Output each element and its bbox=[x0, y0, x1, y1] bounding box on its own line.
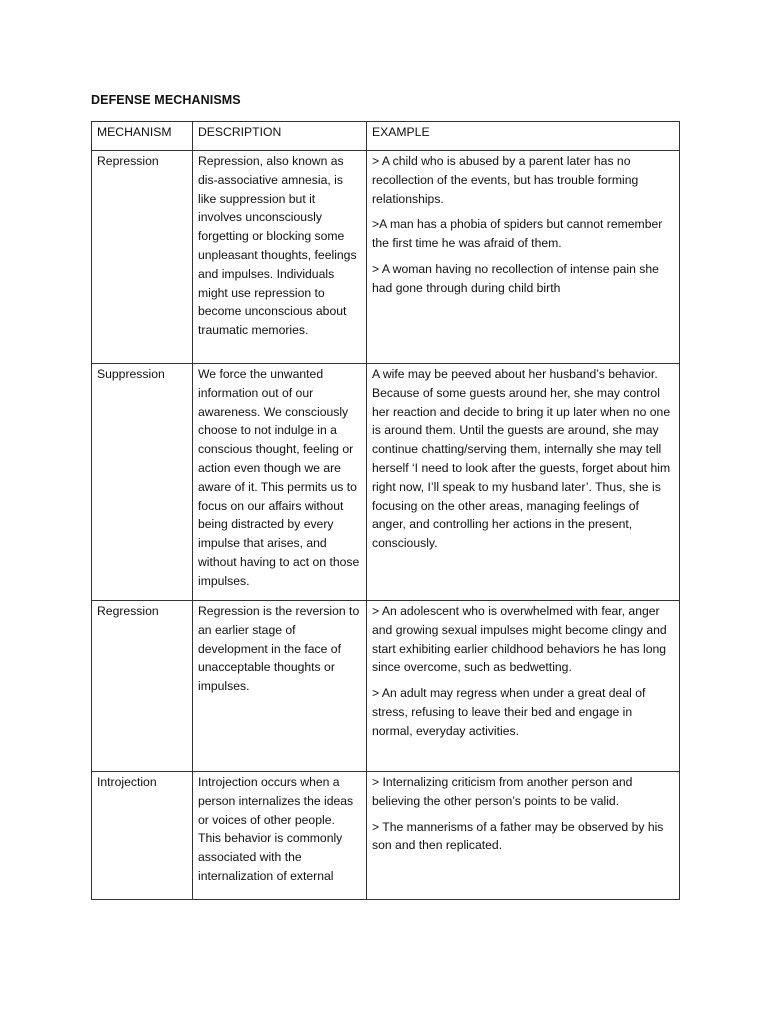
example-cell bbox=[367, 364, 680, 601]
description-text: Repression, also known as dis-associative amnesia, is like suppression but it involves unconsciously forgetting or blocking some unpleasant thoughts, feelings and impulses. Individuals might use repression to become unconscious about traumatic memories. bbox=[198, 154, 357, 338]
example-cell bbox=[367, 601, 680, 772]
table-row bbox=[92, 364, 680, 601]
example-text: >A man has a phobia of spiders but cannot remember the first time he was afraid of them. bbox=[372, 217, 663, 251]
header-description: DESCRIPTION bbox=[193, 122, 367, 151]
example-text: > Internalizing criticism from another person and believing the other person’s points to be valid. bbox=[372, 775, 633, 808]
example-text: > An adult may regress when under a great deal of stress, refusing to leave their bed and engage in normal, everyday activities. bbox=[372, 686, 646, 738]
description-cell bbox=[193, 364, 367, 601]
mechanism-name: Repression bbox=[97, 154, 159, 168]
header-mechanism: MECHANISM bbox=[92, 122, 193, 151]
description-text: We force the unwanted information out of our awareness. We consciously choose to not indulge in a conscious thought, feeling or action even though we are aware of it. This permits us to focus on our affairs without being distracted by every impulse that arises, and without having to act on those impulses. bbox=[198, 367, 360, 588]
header-example: EXAMPLE bbox=[367, 122, 680, 151]
table-row bbox=[92, 601, 680, 772]
description-cell bbox=[193, 151, 367, 364]
description-cell bbox=[193, 601, 367, 772]
mechanism-cell bbox=[92, 601, 193, 772]
example-text: A wife may be peeved about her husband’s behavior. Because of some guests around her, she may control her reaction and decide to bring it up later when no one is around them. Until the guests are around, she may continue chatting/serving them, internally she may tell herself ‘I need to look after the guests, forget about him right now, I’ll speak to my husband later’. Thus, she is focusing on the other areas, managing feelings of anger, and controlling her actions in the present, consciously. bbox=[372, 367, 671, 551]
example-text: > A woman having no recollection of intense pain she had gone through during child birth bbox=[372, 261, 659, 295]
mechanism-name: Suppression bbox=[97, 367, 165, 381]
example-text: > A child who is abused by a parent later has no recollection of the events, but has trouble forming relationships. bbox=[372, 154, 639, 206]
example-cell bbox=[367, 151, 680, 364]
example-text: > The mannerisms of a father may be observed by his son and then replicated. bbox=[372, 819, 664, 853]
table-row bbox=[92, 772, 680, 900]
table-row bbox=[92, 151, 680, 364]
mechanism-cell bbox=[92, 364, 193, 601]
description-text: Regression is the reversion to an earlier stage of development in the face of unacceptable thoughts or impulses. bbox=[198, 604, 360, 694]
mechanism-name: Regression bbox=[97, 604, 159, 618]
mechanism-cell bbox=[92, 772, 193, 900]
mechanism-name: Introjection bbox=[97, 775, 157, 789]
description-cell bbox=[193, 772, 367, 900]
defense-mechanisms-table bbox=[91, 121, 680, 900]
document-title: DEFENSE MECHANISMS bbox=[91, 93, 241, 107]
example-text: > An adolescent who is overwhelmed with fear, anger and growing sexual impulses might become clingy and start exhibiting earlier childhood behaviors he has long since overcome, such as bedwetting. bbox=[372, 604, 667, 675]
example-cell bbox=[367, 772, 680, 900]
mechanism-cell bbox=[92, 151, 193, 364]
table-header-row bbox=[92, 122, 680, 151]
description-text: Introjection occurs when a person internalizes the ideas or voices of other people. This behavior is commonly associated with the internalization of external bbox=[198, 775, 354, 883]
